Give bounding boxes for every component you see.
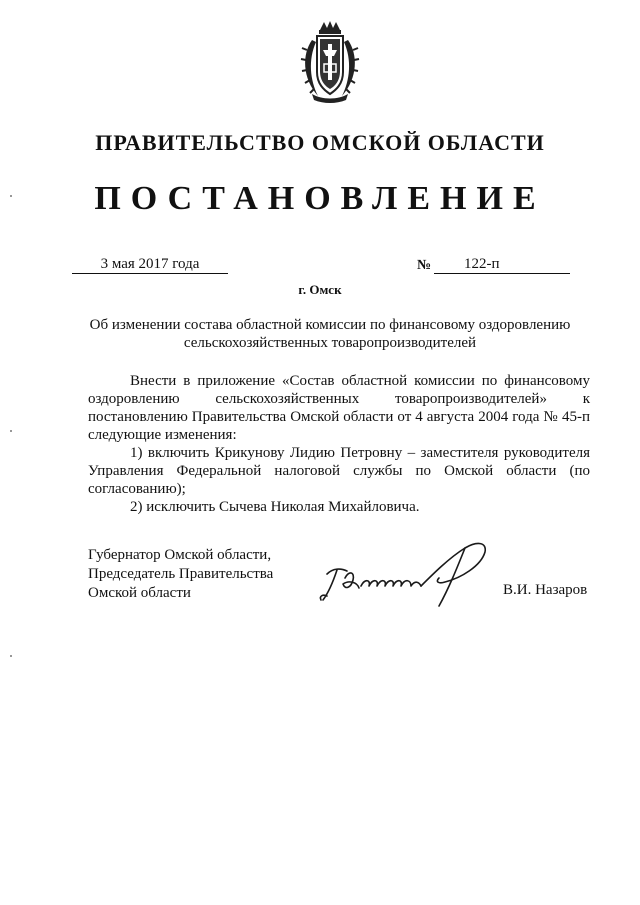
scan-speck: [10, 430, 12, 432]
document-number: 122-п: [464, 256, 500, 272]
organization-title: ПРАВИТЕЛЬСТВО ОМСКОЙ ОБЛАСТИ: [95, 130, 545, 155]
signatory-name: В.И. Назаров: [503, 582, 588, 598]
document-type-title: ПОСТАНОВЛЕНИЕ: [94, 180, 546, 217]
body-paragraph-3: 2) исключить Сычева Николая Михайловича.: [130, 499, 420, 515]
city-label: г. Омск: [298, 282, 342, 297]
number-sign: №: [417, 258, 432, 273]
signatory-title-line-2: Председатель Правительства: [88, 566, 274, 582]
signatory-title-block: [88, 546, 308, 603]
scan-speck: [10, 655, 12, 657]
signatory-title-line-1: Губернатор Омской области,: [88, 547, 272, 563]
document-body: [88, 372, 590, 516]
body-paragraph-2: 1) включить Крикунову Лидию Петровну – заместителя руководителя Управления Федеральной налоговой службы по Омской области (по согласованию);: [88, 445, 590, 497]
scan-speck: [10, 195, 12, 197]
document-date: 3 мая 2017 года: [72, 256, 228, 274]
handwritten-signature: [315, 538, 500, 608]
document-number-field: [434, 256, 570, 274]
document-subject: Об изменении состава областной комиссии по финансовому оздоровлению сельскохозяйственных товаропроизводителей: [89, 317, 571, 351]
body-paragraph-1: Внести в приложение «Состав областной комиссии по финансовому оздоровлению сельскохозяйственных товаропроизводителей» к постановлению Правительства Омской области от 4 августа 2004 года № 45-п следующие изменения:: [88, 373, 590, 443]
signatory-title-line-3: Омской области: [88, 585, 191, 601]
coat-of-arms-emblem: [298, 20, 362, 104]
